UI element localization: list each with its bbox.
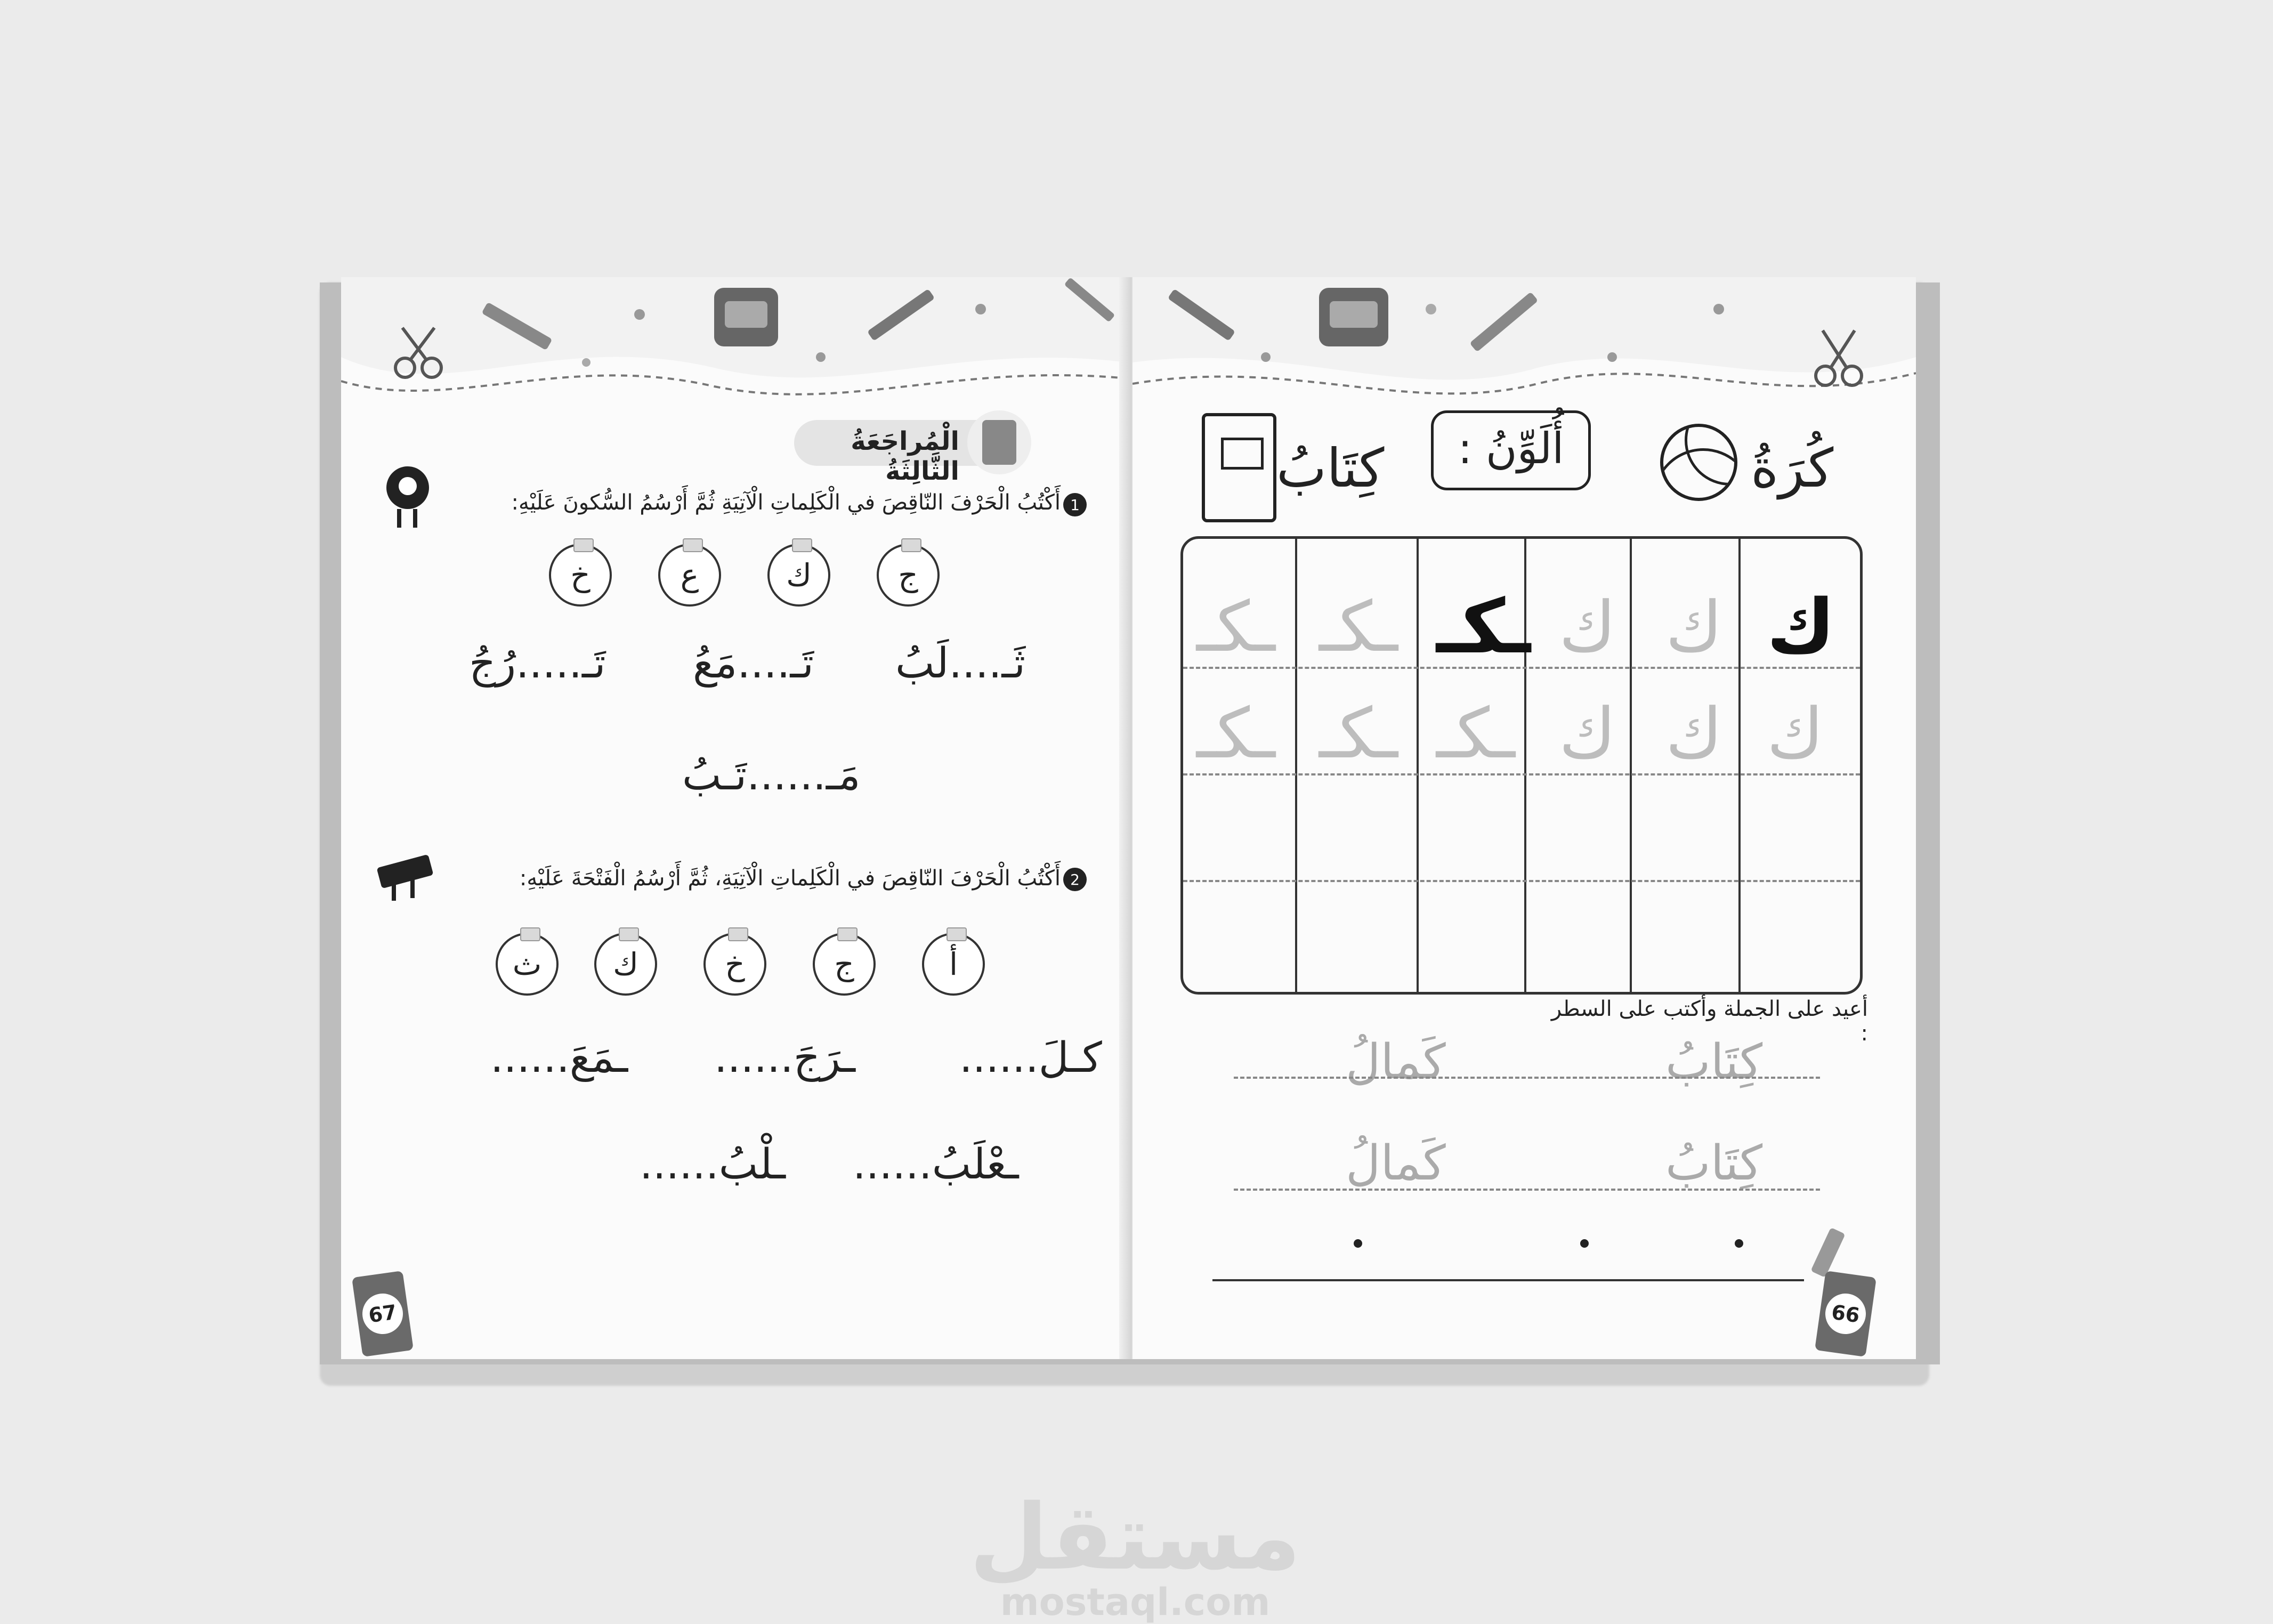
trace-line [1234,1077,1820,1079]
trace-word: كَمالُ [1346,1034,1446,1090]
incomplete-word: ـرَجَ...... [714,1034,856,1082]
right-page [1133,277,1916,1359]
watermark-logo: مستقل [969,1485,1301,1590]
dot-marker [1354,1239,1362,1248]
trace-letter: ـكـ [1319,586,1398,667]
incomplete-word: ـلْبُ...... [640,1141,786,1189]
ball-icon [1660,424,1737,501]
trace-letter: ـكـ [1196,693,1275,774]
trace-line [1234,1189,1820,1191]
ruler-character-icon [373,839,437,909]
page-number-badge: 66 [1815,1271,1876,1357]
letter-choice: ج [877,544,940,607]
model-letter: ك [1767,584,1835,670]
letter-choice: خ [549,544,612,607]
school-supplies-header [341,277,1127,410]
dot-marker [1735,1239,1743,1248]
trace-letter: ـكـ [1436,693,1515,774]
eraser-icon [1810,1227,1845,1278]
trace-letter: ـكـ [1319,693,1398,774]
school-supplies-header [1133,277,1916,410]
trace-letter: ك [1559,693,1616,774]
book-icon [1202,413,1276,522]
word-book: كِتَابُ [1276,437,1385,499]
trace-letter: ك [1767,693,1824,774]
dot-marker [1580,1239,1589,1248]
trace-letter: ـكـ [1196,586,1275,667]
incomplete-word: كـلَ...... [959,1034,1102,1082]
sentence-instruction: أعيد على الجملة وأكتب على السطر : [1551,997,1868,1046]
section-title: الْمُراجَعَةُ الثَّالِثَةُ [851,426,959,486]
letter-choice: خ [703,933,766,996]
left-page [341,277,1127,1359]
letter-choice: ج [813,933,876,996]
model-letter-medial: ـكـ [1436,584,1531,670]
incomplete-word: مَـ......تَـبُ [682,752,861,799]
exercise1-number: 1 [1063,493,1087,516]
trace-letter: ك [1665,693,1723,774]
write-line [1212,1279,1804,1281]
trace-letter: ك [1559,586,1616,667]
exercise1-instruction: أَكْتُبُ الْحَرْفَ النّاقِصَ في الْكَلِماتِ الْآتِيَةِ ثُمَّ أَرْسُمُ السُّكونَ عَلَيْهِ: [511,490,1061,515]
incomplete-word: ـعْلَبُ...... [853,1141,1019,1189]
incomplete-word: ثَـ....لَبُ [895,640,1026,688]
exercise2-number: 2 [1063,868,1087,891]
word-ball: كُرَةُ [1751,437,1834,499]
letter-choice: ك [594,933,657,996]
ball-character-icon [373,456,437,530]
watermark-url: mostaql.com [1000,1580,1271,1624]
trace-letter: ك [1665,586,1723,667]
letter-choice: ث [496,933,559,996]
incomplete-word: تَـ....مَعُ [693,640,814,688]
trace-word: كِتَابُ [1665,1034,1763,1090]
incomplete-word: تَـ.....رُجُ [469,640,606,688]
trace-word: كَمالُ [1346,1135,1446,1191]
page-number-badge: 67 [352,1271,414,1357]
incomplete-word: ـمَعَ...... [490,1034,628,1082]
color-label: أُلَوِّنُ : [1458,424,1564,473]
letter-choice: أ [922,933,985,996]
letter-choice: ك [767,544,830,607]
notebook-icon [967,410,1031,474]
letter-choice: ع [658,544,721,607]
trace-word: كِتَابُ [1665,1135,1763,1191]
exercise2-instruction: أَكْتُبُ الْحَرْفَ النّاقِصَ في الْكَلِماتِ الْآتِيَةِ، ثُمَّ أَرْسُمُ الْفَتْحَةَ عَلَيْهِ: [519,866,1061,891]
